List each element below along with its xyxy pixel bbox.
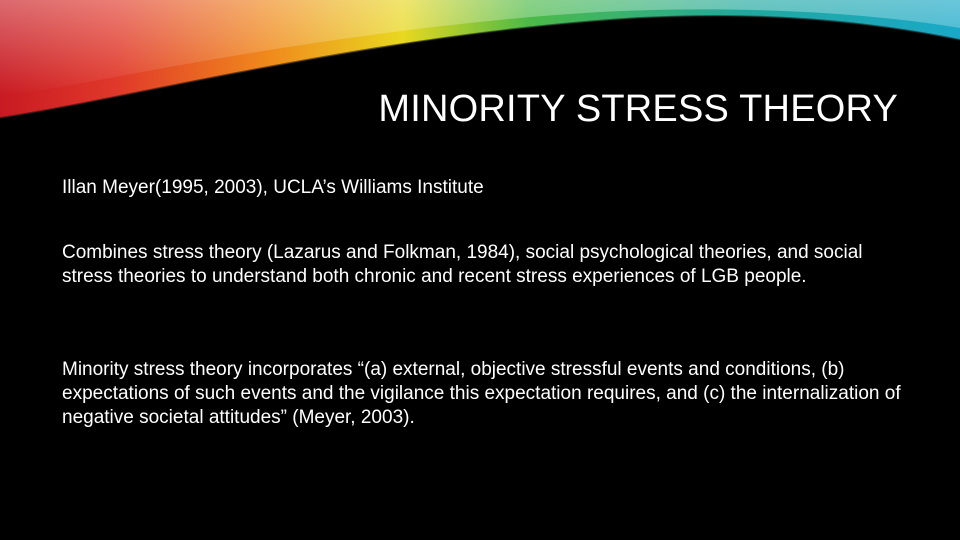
paragraph-incorporates: Minority stress theory incorporates “(a) external, objective stressful events and conditions, (b) expectations of such events and the vigilance this expectation requires, and (c) the internalization of negative societal attitudes” (Meyer, 2003).	[62, 359, 901, 428]
paragraph-combines: Combines stress theory (Lazarus and Folkman, 1984), social psychological theories, and social stress theories to understand both chronic and recent stress experiences of LGB people.	[62, 242, 863, 287]
paragraph-author: Illan Meyer(1995, 2003), UCLA’s Williams Institute	[62, 177, 484, 198]
slide-title: MINORITY STRESS THEORY	[378, 88, 898, 130]
